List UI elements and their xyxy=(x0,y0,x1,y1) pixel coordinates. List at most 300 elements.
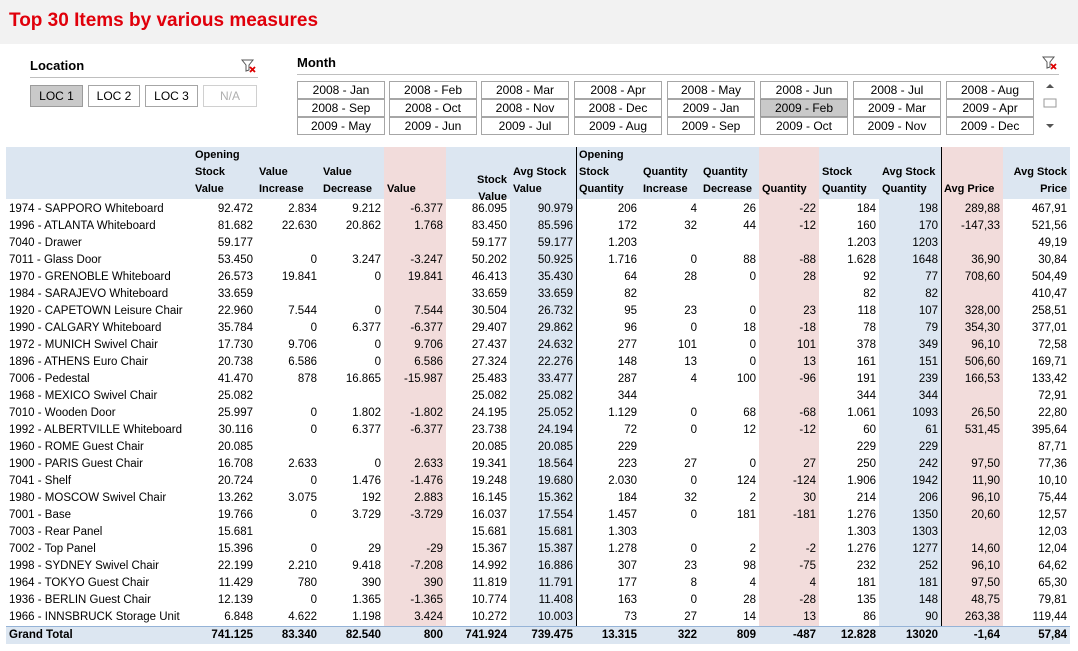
table-cell: 1.129 xyxy=(608,407,637,419)
table-cell: 100 xyxy=(736,373,756,385)
table-cell: 13.315 xyxy=(601,629,637,641)
table-cell: 9.706 xyxy=(414,339,443,351)
location-slicer-item[interactable]: LOC 1 xyxy=(30,85,83,107)
row-label: 1964 - TOKYO Guest Chair xyxy=(9,577,150,589)
table-cell: 19.248 xyxy=(471,475,507,487)
table-cell: 90 xyxy=(925,611,938,623)
table-cell: 11.819 xyxy=(472,577,507,589)
table-cell: 14,60 xyxy=(971,543,1000,555)
table-cell: 287 xyxy=(617,373,637,385)
row-label: 1996 - ATLANTA Whiteboard xyxy=(9,220,156,232)
table-cell: 170 xyxy=(918,220,938,232)
table-cell: 27 xyxy=(803,458,816,470)
table-cell: 68 xyxy=(743,407,756,419)
table-cell: 229 xyxy=(918,441,938,453)
table-cell: 32 xyxy=(684,220,697,232)
row-label: 1980 - MOSCOW Swivel Chair xyxy=(9,492,167,504)
table-cell: 72,58 xyxy=(1038,339,1067,351)
month-slicer-item[interactable]: 2009 - Mar xyxy=(853,99,941,117)
table-cell: 0 xyxy=(310,254,317,266)
table-row xyxy=(6,439,1070,456)
table-cell: 4 xyxy=(809,577,816,589)
month-slicer-item[interactable]: 2008 - Mar xyxy=(481,81,569,99)
column-header: Value xyxy=(195,183,224,195)
table-cell: 2.030 xyxy=(608,475,637,487)
column-header: Opening xyxy=(195,149,240,161)
table-cell: 53.450 xyxy=(217,254,253,266)
table-cell: 133,42 xyxy=(1031,373,1067,385)
table-cell: 0 xyxy=(749,305,756,317)
table-cell: 161 xyxy=(856,356,876,368)
table-cell: 26 xyxy=(743,203,756,215)
table-cell: 85.596 xyxy=(537,220,573,232)
table-cell: 163 xyxy=(617,594,637,606)
table-cell: 15.367 xyxy=(471,543,507,555)
column-header: Quantity xyxy=(882,183,927,195)
column-header: Increase xyxy=(643,183,688,195)
table-cell: 19.341 xyxy=(471,458,507,470)
month-slicer-item[interactable]: 2009 - Sep xyxy=(667,117,755,135)
column-header: Stock xyxy=(477,174,507,186)
table-cell: 28 xyxy=(803,271,816,283)
table-cell: 1.365 xyxy=(352,594,381,606)
table-cell: 467,91 xyxy=(1031,203,1067,215)
table-cell: 0 xyxy=(749,356,756,368)
row-label: 7002 - Top Panel xyxy=(9,543,96,555)
table-cell: 118 xyxy=(857,305,876,317)
table-cell: 2.883 xyxy=(414,492,443,504)
table-cell: 15.681 xyxy=(217,526,253,538)
table-cell: 1277 xyxy=(912,543,938,555)
table-cell: 390 xyxy=(361,577,381,589)
table-cell: 9.212 xyxy=(352,203,381,215)
table-cell: 15.387 xyxy=(537,543,573,555)
row-label: 7011 - Glass Door xyxy=(9,254,102,266)
table-cell: 1.906 xyxy=(847,475,876,487)
table-cell: 10.272 xyxy=(471,611,507,623)
month-slicer-scrollbar[interactable] xyxy=(1042,81,1058,131)
table-cell: 9.418 xyxy=(352,560,381,572)
month-slicer-item[interactable]: 2009 - May xyxy=(297,117,385,135)
table-cell: 23 xyxy=(803,305,816,317)
table-cell: 354,30 xyxy=(964,322,1000,334)
table-cell: 328,00 xyxy=(964,305,1000,317)
month-slicer-divider xyxy=(297,74,1059,75)
table-cell: 16.886 xyxy=(537,560,573,572)
table-cell: 809 xyxy=(736,629,756,641)
column-header: Decrease xyxy=(323,183,372,195)
table-cell: 30.116 xyxy=(218,424,253,436)
table-cell: 35.784 xyxy=(217,322,253,334)
table-cell: 531,45 xyxy=(964,424,1000,436)
table-cell: 0 xyxy=(374,356,381,368)
table-row xyxy=(6,201,1070,218)
table-cell: 57,84 xyxy=(1038,629,1067,641)
table-cell: 82 xyxy=(624,288,637,300)
table-cell: 73 xyxy=(624,611,637,623)
column-header: Quantity xyxy=(822,183,867,195)
table-cell: 16.865 xyxy=(345,373,381,385)
table-cell: 12.139 xyxy=(217,594,253,606)
table-cell: 239 xyxy=(918,373,938,385)
table-cell: 289,88 xyxy=(964,203,1000,215)
table-cell: 87,71 xyxy=(1038,441,1067,453)
row-label: 1936 - BERLIN Guest Chair xyxy=(9,594,151,606)
table-cell: 22.276 xyxy=(537,356,573,368)
table-row xyxy=(6,609,1070,626)
month-slicer-item[interactable]: 2008 - May xyxy=(667,81,755,99)
table-cell: 64 xyxy=(624,271,637,283)
table-cell: 25.997 xyxy=(217,407,253,419)
table-cell: 410,47 xyxy=(1031,288,1067,300)
table-row xyxy=(6,524,1070,541)
table-cell: 97,50 xyxy=(971,458,1000,470)
table-cell: 96,10 xyxy=(971,560,1000,572)
table-cell: 741.125 xyxy=(211,629,253,641)
table-cell: -15.987 xyxy=(403,373,443,385)
table-cell: 36,90 xyxy=(971,254,1000,266)
table-cell: 20.085 xyxy=(471,441,507,453)
table-cell: 81.682 xyxy=(217,220,253,232)
table-cell: 65,30 xyxy=(1038,577,1067,589)
table-row xyxy=(6,558,1070,575)
row-label: 7041 - Shelf xyxy=(9,475,72,487)
month-slicer-item[interactable]: 2009 - Jul xyxy=(481,117,569,135)
table-cell: 181 xyxy=(736,509,756,521)
table-cell: 18 xyxy=(743,322,756,334)
table-cell: 0 xyxy=(374,458,381,470)
table-cell: 0 xyxy=(310,424,317,436)
table-cell: 12,57 xyxy=(1038,509,1067,521)
table-cell: 29.862 xyxy=(537,322,573,334)
table-cell: 83.340 xyxy=(281,629,317,641)
table-cell: 504,49 xyxy=(1031,271,1067,283)
table-cell: 59.177 xyxy=(217,237,253,249)
table-cell: 0 xyxy=(690,424,697,436)
table-cell: -487 xyxy=(792,629,816,641)
column-header: Value xyxy=(259,166,288,178)
table-cell: 12.828 xyxy=(840,629,876,641)
table-cell: 6.586 xyxy=(288,356,317,368)
table-cell: 1203 xyxy=(912,237,938,249)
month-slicer-item[interactable]: 2008 - Jan xyxy=(297,81,385,99)
table-cell: 390 xyxy=(423,577,443,589)
table-cell: 1.303 xyxy=(608,526,637,538)
table-cell: 61 xyxy=(925,424,938,436)
table-cell: 2.633 xyxy=(414,458,443,470)
table-cell: -96 xyxy=(799,373,816,385)
row-label: 7040 - Drawer xyxy=(9,237,82,249)
table-cell: 252 xyxy=(918,560,938,572)
table-cell: 1.628 xyxy=(847,254,876,266)
month-slicer-item[interactable]: 2008 - Aug xyxy=(946,81,1034,99)
table-cell: -147,33 xyxy=(960,220,1000,232)
table-cell: 60 xyxy=(863,424,876,436)
table-cell: 198 xyxy=(918,203,938,215)
table-cell: 378 xyxy=(856,339,876,351)
table-cell: 92 xyxy=(863,271,876,283)
table-cell: -75 xyxy=(799,560,816,572)
table-cell: 192 xyxy=(361,492,381,504)
table-cell: 9.706 xyxy=(288,339,317,351)
month-slicer-item[interactable]: 2009 - Apr xyxy=(946,99,1034,117)
scroll-up-icon xyxy=(1046,84,1054,88)
table-cell: 242 xyxy=(918,458,938,470)
table-cell: 3.075 xyxy=(288,492,317,504)
table-cell: 35.430 xyxy=(537,271,573,283)
table-cell: 20.862 xyxy=(345,220,381,232)
table-cell: 22,80 xyxy=(1038,407,1067,419)
table-cell: 1.061 xyxy=(847,407,876,419)
table-cell: 169,71 xyxy=(1031,356,1067,368)
table-cell: 4 xyxy=(749,577,756,589)
table-cell: -1.802 xyxy=(410,407,443,419)
table-cell: -29 xyxy=(426,543,443,555)
table-cell: 27.437 xyxy=(471,339,507,351)
table-cell: -22 xyxy=(799,203,816,215)
month-slicer-item[interactable]: 2009 - Nov xyxy=(853,117,941,135)
table-cell: 1.457 xyxy=(608,509,637,521)
report-title: Top 30 Items by various measures xyxy=(9,10,319,31)
table-cell: 0 xyxy=(690,322,697,334)
table-cell: 33.477 xyxy=(537,373,573,385)
table-cell: 3.247 xyxy=(352,254,381,266)
table-cell: 0 xyxy=(310,475,317,487)
table-cell: 12,03 xyxy=(1038,526,1067,538)
table-cell: 6.377 xyxy=(352,424,381,436)
table-cell: 214 xyxy=(856,492,876,504)
table-cell: 50.202 xyxy=(471,254,507,266)
table-cell: 75,44 xyxy=(1038,492,1067,504)
column-header: Avg Stock xyxy=(513,166,567,178)
column-header: Quantity xyxy=(643,166,688,178)
table-cell: 44 xyxy=(743,220,756,232)
table-cell: 1093 xyxy=(912,407,938,419)
table-cell: -124 xyxy=(792,475,816,487)
location-slicer-item[interactable]: LOC 3 xyxy=(145,85,198,107)
month-slicer-item[interactable]: 2009 - Feb xyxy=(760,99,848,117)
table-cell: 177 xyxy=(617,577,637,589)
table-cell: 23 xyxy=(684,305,697,317)
table-cell: 20.738 xyxy=(217,356,253,368)
table-cell: 191 xyxy=(856,373,876,385)
location-clear-filter-icon[interactable] xyxy=(240,58,256,74)
table-cell: 26,50 xyxy=(971,407,1000,419)
table-cell: 0 xyxy=(374,339,381,351)
column-header: Quantity xyxy=(703,166,748,178)
column-header: Avg Stock xyxy=(1013,166,1067,178)
row-label: 1968 - MEXICO Swivel Chair xyxy=(9,390,158,402)
table-cell: 2.834 xyxy=(288,203,317,215)
month-slicer-item[interactable]: 2008 - Sep xyxy=(297,99,385,117)
table-cell: 1.203 xyxy=(847,237,876,249)
table-cell: 0 xyxy=(310,509,317,521)
table-cell: 6.586 xyxy=(414,356,443,368)
table-cell: 4 xyxy=(690,373,697,385)
table-cell: 206 xyxy=(617,203,637,215)
table-cell: 13.262 xyxy=(217,492,253,504)
table-row xyxy=(6,337,1070,354)
table-cell: -7.208 xyxy=(410,560,443,572)
table-cell: 878 xyxy=(297,373,317,385)
table-cell: 0 xyxy=(690,509,697,521)
row-label: 1896 - ATHENS Euro Chair xyxy=(9,356,149,368)
table-cell: 20.085 xyxy=(537,441,573,453)
location-slicer-divider xyxy=(30,77,258,78)
table-cell: 22.630 xyxy=(281,220,317,232)
table-cell: -18 xyxy=(799,322,816,334)
table-cell: 24.195 xyxy=(471,407,507,419)
table-cell: 82.540 xyxy=(345,629,381,641)
table-cell: 344 xyxy=(856,390,876,402)
table-cell: 3.729 xyxy=(352,509,381,521)
table-cell: 2.210 xyxy=(288,560,317,572)
location-slicer-item: N/A xyxy=(203,85,257,107)
table-cell: 1.203 xyxy=(608,237,637,249)
month-slicer-item[interactable]: 2008 - Nov xyxy=(481,99,569,117)
table-cell: 4 xyxy=(690,203,697,215)
table-cell: 0 xyxy=(690,254,697,266)
table-cell: 1350 xyxy=(912,509,938,521)
table-cell: 2.633 xyxy=(288,458,317,470)
table-cell: 25.082 xyxy=(217,390,253,402)
table-cell: 19.841 xyxy=(281,271,317,283)
table-cell: 19.766 xyxy=(217,509,253,521)
month-slicer-item[interactable]: 2009 - Jun xyxy=(389,117,477,135)
table-cell: 119,44 xyxy=(1032,611,1067,623)
table-cell: 17.554 xyxy=(537,509,573,521)
table-cell: 184 xyxy=(617,492,637,504)
scroll-thumb xyxy=(1044,99,1056,107)
column-header: Value xyxy=(478,191,507,203)
month-slicer-caption: Month xyxy=(297,55,336,70)
month-slicer-item[interactable]: 2008 - Dec xyxy=(574,99,662,117)
month-clear-filter-icon[interactable] xyxy=(1041,55,1057,71)
table-cell: 27 xyxy=(684,611,697,623)
table-cell: 1303 xyxy=(912,526,938,538)
table-cell: 506,60 xyxy=(964,356,1000,368)
table-cell: 151 xyxy=(918,356,938,368)
table-cell: -1.365 xyxy=(410,594,443,606)
table-cell: 30.504 xyxy=(471,305,507,317)
table-cell: 23 xyxy=(684,560,697,572)
table-cell: 72,91 xyxy=(1038,390,1067,402)
table-cell: 29 xyxy=(368,543,381,555)
table-row xyxy=(6,473,1070,490)
table-cell: 12,04 xyxy=(1038,543,1067,555)
month-slicer-item[interactable]: 2009 - Dec xyxy=(946,117,1034,135)
table-cell: -6.377 xyxy=(410,424,443,436)
table-cell: 229 xyxy=(856,441,876,453)
title-bar xyxy=(0,0,1078,44)
month-slicer-item[interactable]: 2008 - Feb xyxy=(389,81,477,99)
table-row xyxy=(6,422,1070,439)
month-slicer-item[interactable]: 2008 - Jun xyxy=(760,81,848,99)
table-cell: 26.732 xyxy=(537,305,573,317)
table-row xyxy=(6,235,1070,252)
table-row xyxy=(6,388,1070,405)
month-slicer-item[interactable]: 2009 - Jan xyxy=(667,99,755,117)
table-cell: 22.960 xyxy=(217,305,253,317)
table-cell: 23.738 xyxy=(471,424,507,436)
table-cell: 50.925 xyxy=(537,254,573,266)
table-cell: 0 xyxy=(749,458,756,470)
table-cell: 92.472 xyxy=(217,203,253,215)
table-cell: 741.924 xyxy=(465,629,507,641)
table-row xyxy=(6,456,1070,473)
table-cell: 322 xyxy=(677,629,697,641)
table-row xyxy=(6,269,1070,286)
month-slicer-item[interactable]: 2009 - Aug xyxy=(574,117,662,135)
row-label: 1992 - ALBERTVILLE Whiteboard xyxy=(9,424,183,436)
table-cell: 101 xyxy=(796,339,816,351)
table-cell: 27.324 xyxy=(471,356,507,368)
table-cell: 135 xyxy=(856,594,876,606)
row-label: 1998 - SYDNEY Swivel Chair xyxy=(9,560,159,572)
table-cell: 0 xyxy=(749,271,756,283)
table-cell: 79 xyxy=(925,322,938,334)
table-cell: 1.278 xyxy=(608,543,637,555)
row-label: 1970 - GRENOBLE Whiteboard xyxy=(9,271,171,283)
table-cell: 0 xyxy=(690,407,697,419)
table-cell: 20.085 xyxy=(217,441,253,453)
month-slicer-item[interactable]: 2008 - Apr xyxy=(574,81,662,99)
table-cell: 1.802 xyxy=(352,407,381,419)
table-cell: 1.476 xyxy=(352,475,381,487)
table-row xyxy=(6,541,1070,558)
table-cell: 96,10 xyxy=(971,339,1000,351)
table-cell: 107 xyxy=(918,305,938,317)
table-cell: 27 xyxy=(684,458,697,470)
table-cell: 32 xyxy=(684,492,697,504)
table-cell: 28 xyxy=(684,271,697,283)
table-cell: -3.247 xyxy=(410,254,443,266)
table-cell: 0 xyxy=(749,339,756,351)
table-cell: 1.303 xyxy=(847,526,876,538)
table-cell: 3.424 xyxy=(414,611,443,623)
table-cell: 0 xyxy=(374,271,381,283)
table-cell: 18.564 xyxy=(537,458,573,470)
table-cell: 14 xyxy=(743,611,756,623)
table-cell: 181 xyxy=(918,577,938,589)
table-cell: 15.681 xyxy=(537,526,573,538)
table-cell: 48,75 xyxy=(971,594,1000,606)
table-cell: 739.475 xyxy=(531,629,573,641)
column-header: Increase xyxy=(259,183,304,195)
table-cell: 13 xyxy=(684,356,697,368)
table-cell: 1.276 xyxy=(847,543,876,555)
table-cell: 124 xyxy=(736,475,756,487)
table-cell: 77,36 xyxy=(1038,458,1067,470)
month-slicer-item[interactable]: 2008 - Oct xyxy=(389,99,477,117)
month-slicer-item[interactable]: 2008 - Jul xyxy=(853,81,941,99)
table-cell: 0 xyxy=(310,594,317,606)
table-cell: 160 xyxy=(856,220,876,232)
table-cell: 15.681 xyxy=(471,526,507,538)
table-cell: 33.659 xyxy=(537,288,573,300)
table-cell: -6.377 xyxy=(410,322,443,334)
month-slicer-item[interactable]: 2009 - Oct xyxy=(760,117,848,135)
table-cell: -12 xyxy=(799,424,816,436)
row-label: 1984 - SARAJEVO Whiteboard xyxy=(9,288,169,300)
table-cell: 263,38 xyxy=(964,611,1000,623)
table-cell: 0 xyxy=(310,543,317,555)
table-cell: 24.194 xyxy=(537,424,573,436)
table-cell: 11.408 xyxy=(538,594,573,606)
table-cell: 82 xyxy=(863,288,876,300)
table-cell: 29.407 xyxy=(471,322,507,334)
location-slicer-item[interactable]: LOC 2 xyxy=(88,85,140,107)
